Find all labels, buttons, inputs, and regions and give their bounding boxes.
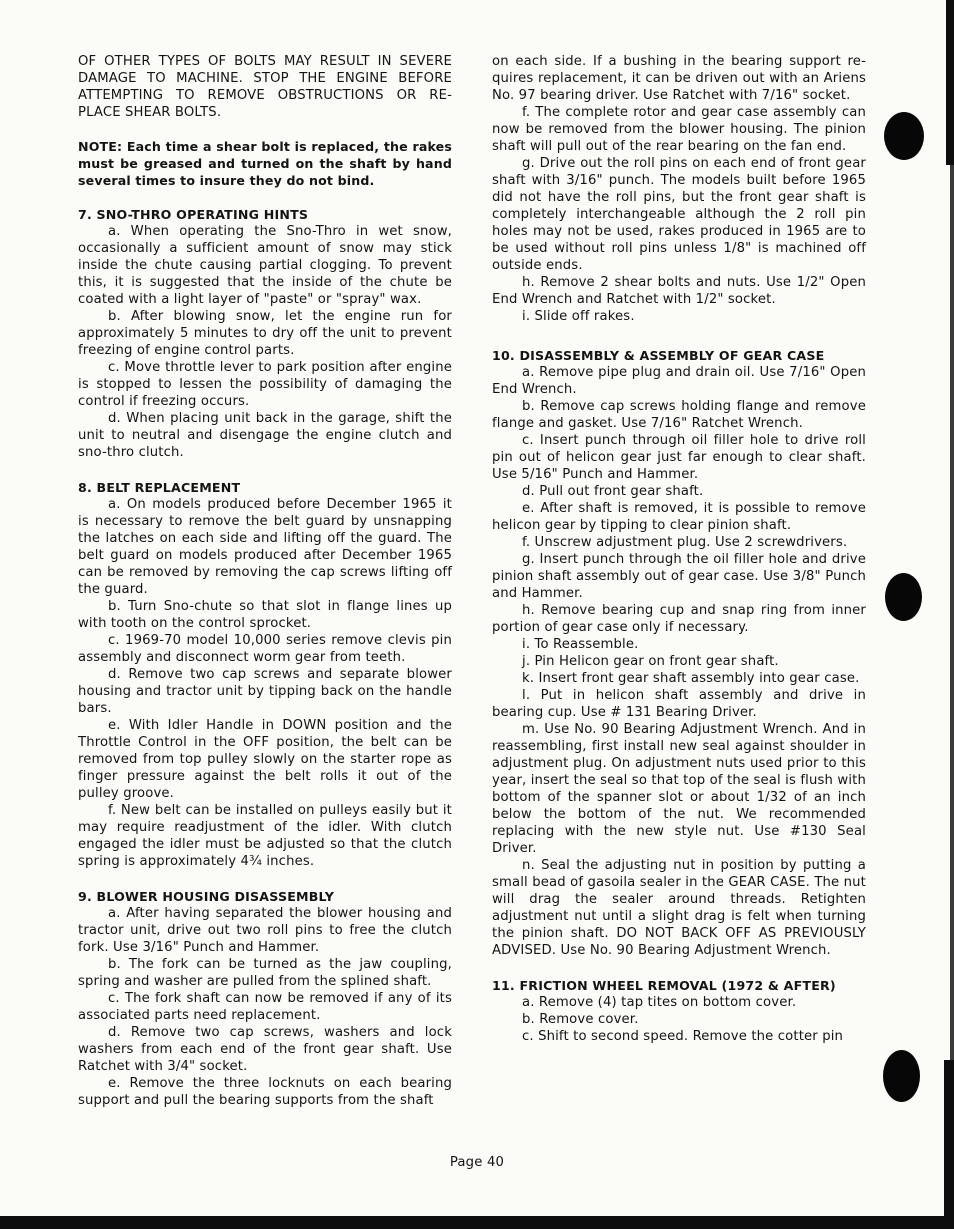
paragraph: n. Seal the adjusting nut in position by putting a small bead of gasoila sealer in the GEAR CASE. The nut will drag the sealer around threads. Retighten adjustment nut until a slight drag is felt when turning the pinion shaft. DO NOT BACK OFF AS PREVIOUSLY ADVISED. Use No. 90 Bearing Adjustment Wrench.: [492, 858, 866, 958]
paragraph: a. Remove (4) tap tites on bottom cover.: [522, 995, 797, 1010]
paragraph: e. After shaft is removed, it is possible to remove helicon gear by tipping to clear pinion shaft.: [492, 501, 866, 533]
warning-continuation: OF OTHER TYPES OF BOLTS MAY RESULT IN SEVERE DAMAGE TO MACHINE. STOP THE ENGINE BEFORE ATTEMPTING TO REMOVE OBSTRUCTIONS OR RE-PLACE SHEAR BOLTS.: [78, 54, 452, 120]
paragraph: d. Pull out front gear shaft.: [522, 484, 704, 499]
binder-hole-mark: [883, 1050, 920, 1102]
paragraph: c. 1969-70 model 10,000 series remove clevis pin assembly and disconnect worm gear from teeth.: [78, 633, 452, 665]
paragraph: i. To Reassemble.: [522, 637, 639, 652]
scan-edge-shadow: [944, 1060, 954, 1229]
paragraph: b. Turn Sno-chute so that slot in flange lines up with tooth on the control sprocket.: [78, 599, 452, 631]
paragraph: j. Pin Helicon gear on front gear shaft.: [522, 654, 779, 669]
paragraph: c. Move throttle lever to park position after engine is stopped to lessen the possibility of damaging the control if freezing occurs.: [78, 360, 452, 409]
paragraph: k. Insert front gear shaft assembly into gear case.: [522, 671, 860, 686]
binder-hole-mark: [885, 573, 922, 621]
paragraph-continuation: on each side. If a bushing in the bearing support re-quires replacement, it can be driven out with an Ariens No. 97 bearing driver. Use Ratchet with 7/16" socket.: [492, 54, 866, 103]
paragraph: d. Remove two cap screws and separate blower housing and tractor unit by tipping back on the handle bars.: [78, 667, 452, 716]
scan-edge-shadow: [0, 1216, 954, 1229]
paragraph: i. Slide off rakes.: [522, 309, 635, 324]
paragraph: g. Insert punch through the oil filler hole and drive pinion shaft assembly out of gear case. Use 3/8" Punch and Hammer.: [492, 552, 866, 601]
paragraph: m. Use No. 90 Bearing Adjustment Wrench. And in reassembling, first install new seal against shoulder in adjustment plug. On adjustment nuts used prior to this year, insert the seal so that top of the seal is flush with bottom of the spanner slot or about 1/32 of an inch below the bottom of the nut. We recommended replacing with the new style nut. Use #130 Seal Driver.: [492, 722, 866, 856]
paragraph: f. The complete rotor and gear case assembly can now be removed from the blower housing. The pinion shaft will pull out of the rear bearing on the fan end.: [492, 105, 866, 154]
paragraph: e. Remove the three locknuts on each bearing support and pull the bearing supports from the shaft: [78, 1076, 452, 1108]
paragraph: a. After having separated the blower housing and tractor unit, drive out two roll pins to free the clutch fork. Use 3/16" Punch and Hammer.: [78, 906, 452, 955]
binder-hole-mark: [884, 112, 924, 160]
page-number: Page 40: [449, 1155, 505, 1170]
paragraph: f. Unscrew adjustment plug. Use 2 screwdrivers.: [522, 535, 848, 550]
right-column: [492, 53, 866, 1045]
paragraph: e. With Idler Handle in DOWN position and the Throttle Control in the OFF position, the belt can be removed from top pulley slowly on the starter rope as finger pressure against the belt rolls it out of the pulley groove.: [78, 718, 452, 801]
paragraph: a. Remove pipe plug and drain oil. Use 7/16" Open End Wrench.: [492, 365, 866, 397]
scan-edge-shadow: [946, 0, 954, 165]
heading-sno-thro-operating-hints: 7. SNO-THRO OPERATING HINTS: [78, 207, 309, 222]
paragraph: g. Drive out the roll pins on each end of front gear shaft with 3/16" punch. The models built before 1965 did not have the roll pins, but the front gear shaft is completely interchangeable although the 2 roll pin holes may not be used, rakes produced in 1965 are to be used without roll pins unless 1/8" is machined off outside ends.: [492, 156, 866, 273]
paragraph: b. The fork can be turned as the jaw coupling, spring and washer are pulled from the splined shaft.: [78, 957, 452, 989]
paragraph: c. Insert punch through oil filler hole to drive roll pin out of helicon gear just far enough to clear shaft. Use 5/16" Punch and Hammer.: [492, 433, 866, 482]
heading-belt-replacement: 8. BELT REPLACEMENT: [78, 480, 241, 495]
shear-bolt-note: NOTE: Each time a shear bolt is replaced, the rakes must be greased and turned on the shaft by hand several times to insure they do not bind.: [78, 139, 452, 188]
paragraph: l. Put in helicon shaft assembly and drive in bearing cup. Use # 131 Bearing Driver.: [492, 688, 866, 720]
paragraph: f. New belt can be installed on pulleys easily but it may require readjustment of the idler. With clutch engaged the idler must be adjusted so that the clutch spring is approximately 4¾ inches.: [78, 803, 452, 869]
paragraph: c. The fork shaft can now be removed if any of its associated parts need replacement.: [78, 991, 452, 1023]
left-column: [78, 53, 452, 1109]
paragraph: b. Remove cover.: [522, 1012, 639, 1027]
heading-gear-case: 10. DISASSEMBLY & ASSEMBLY OF GEAR CASE: [492, 348, 825, 363]
paragraph: b. After blowing snow, let the engine run for approximately 5 minutes to dry off the unit to prevent freezing of engine control parts.: [78, 309, 452, 358]
paragraph: a. On models produced before December 1965 it is necessary to remove the belt guard by unsnapping the latches on each side and lifting off the guard. The belt guard on models produced after December 1965 can be removed by removing the cap screws lifting off the guard.: [78, 497, 452, 597]
paragraph: d. Remove two cap screws, washers and lock washers from each end of the front gear shaft. Use Ratchet with 3/4" socket.: [78, 1025, 452, 1074]
paragraph: b. Remove cap screws holding flange and remove flange and gasket. Use 7/16" Ratchet Wrench.: [492, 399, 866, 431]
paragraph: h. Remove 2 shear bolts and nuts. Use 1/2" Open End Wrench and Ratchet with 1/2" socket.: [492, 275, 866, 307]
heading-friction-wheel-removal: 11. FRICTION WHEEL REMOVAL (1972 & AFTER): [492, 978, 836, 993]
paragraph: c. Shift to second speed. Remove the cotter pin: [522, 1029, 844, 1044]
scan-edge-shadow: [950, 165, 954, 1065]
paragraph: h. Remove bearing cup and snap ring from inner portion of gear case only if necessary.: [492, 603, 866, 635]
paragraph: d. When placing unit back in the garage, shift the unit to neutral and disengage the engine clutch and sno-thro clutch.: [78, 411, 452, 460]
heading-blower-housing-disassembly: 9. BLOWER HOUSING DISASSEMBLY: [78, 889, 335, 904]
paragraph: a. When operating the Sno-Thro in wet snow, occasionally a sufficient amount of snow may stick inside the chute causing partial clogging. To prevent this, it is suggested that the inside of the chute be coated with a light layer of "paste" or "spray" wax.: [78, 224, 452, 307]
